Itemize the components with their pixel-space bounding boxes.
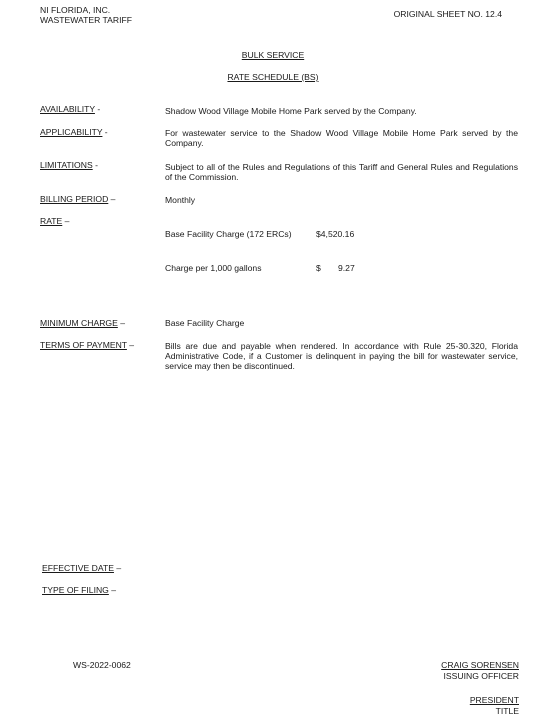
terms-of-payment-text: Bills are due and payable when rendered. In accordance with Rule 25-30.320, Florida Administrative Code, if a Customer is delinquent in paying the bill for wastewater service, service may then be discontinued.: [165, 341, 518, 371]
limitations-text: Subject to all of the Rules and Regulations of this Tariff and General Rules and Regulations of the Commission.: [165, 162, 518, 182]
effective-date-label: EFFECTIVE DATE –: [42, 563, 122, 573]
rate-row-amount: $4,520.16: [316, 229, 355, 239]
issuing-officer-name: CRAIG SORENSEN: [441, 660, 519, 670]
limitations-label: LIMITATIONS -: [40, 160, 98, 170]
rate-row-description: Charge per 1,000 gallons: [165, 263, 262, 273]
rate-row-amount: 9.27: [338, 263, 355, 273]
billing-period-label: BILLING PERIOD –: [40, 194, 116, 204]
minimum-charge-label: MINIMUM CHARGE –: [40, 318, 125, 328]
applicability-text: For wastewater service to the Shadow Wood Village Mobile Home Park served by the Company.: [165, 128, 518, 148]
document-title: BULK SERVICE: [241, 50, 305, 60]
issuing-officer-role: ISSUING OFFICER: [443, 671, 519, 681]
availability-label: AVAILABILITY -: [40, 104, 101, 114]
rate-schedule-title: RATE SCHEDULE (BS): [227, 72, 319, 82]
minimum-charge-text: Base Facility Charge: [165, 318, 245, 328]
rate-row-currency: $: [316, 263, 321, 273]
officer-title-label: TITLE: [495, 706, 519, 716]
type-of-filing-label: TYPE OF FILING –: [42, 585, 117, 595]
billing-period-text: Monthly: [165, 195, 196, 205]
availability-text: Shadow Wood Village Mobile Home Park served by the Company.: [165, 106, 417, 116]
docket-number: WS-2022-0062: [73, 660, 131, 670]
officer-title-name: PRESIDENT: [469, 695, 519, 705]
applicability-label: APPLICABILITY -: [40, 127, 108, 137]
terms-of-payment-label: TERMS OF PAYMENT –: [40, 340, 135, 350]
tariff-name: WASTEWATER TARIFF: [40, 15, 132, 25]
sheet-number: ORIGINAL SHEET NO. 12.4: [393, 9, 502, 19]
rate-label: RATE –: [40, 216, 70, 226]
company-name: NI FLORIDA, INC.: [40, 5, 111, 15]
rate-row-description: Base Facility Charge (172 ERCs): [165, 229, 292, 239]
